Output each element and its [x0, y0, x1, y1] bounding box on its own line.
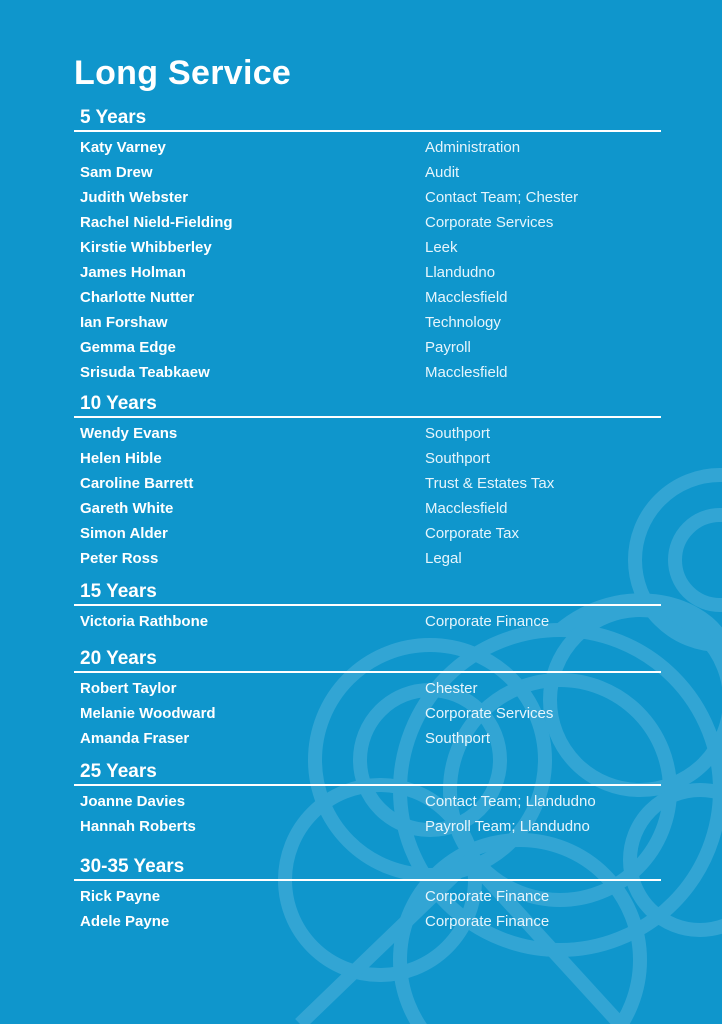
employee-name: Adele Payne — [80, 913, 170, 930]
employee-department: Macclesfield — [425, 500, 508, 517]
section-heading: 5 Years — [74, 106, 661, 132]
list-item — [74, 235, 661, 260]
employee-name: Simon Alder — [80, 525, 168, 542]
list-item — [74, 726, 661, 751]
list-item — [74, 285, 661, 310]
section-10-years — [74, 392, 661, 571]
list-item — [74, 335, 661, 360]
employee-name: Katy Varney — [80, 139, 166, 156]
section-heading: 15 Years — [74, 580, 661, 606]
section-heading: 10 Years — [74, 392, 661, 418]
employee-department: Legal — [425, 550, 462, 567]
employee-name: Srisuda Teabkaew — [80, 364, 210, 381]
employee-name: Joanne Davies — [80, 793, 186, 810]
employee-name: Charlotte Nutter — [80, 289, 195, 306]
section-heading: 20 Years — [74, 647, 661, 673]
employee-name: Victoria Rathbone — [80, 613, 209, 630]
employee-department: Audit — [425, 164, 460, 181]
list-item — [74, 210, 661, 235]
list-item — [74, 789, 661, 814]
employee-department: Technology — [425, 314, 501, 331]
employee-department: Southport — [425, 425, 491, 442]
section-30-35-years — [74, 855, 661, 934]
section-heading: 30-35 Years — [74, 855, 661, 881]
employee-department: Corporate Finance — [425, 613, 550, 630]
list-item — [74, 260, 661, 285]
employee-name: Caroline Barrett — [80, 475, 194, 492]
employee-department: Payroll Team; Llandudno — [425, 818, 590, 835]
list-item — [74, 185, 661, 210]
employee-name: Wendy Evans — [80, 425, 178, 442]
employee-name: Amanda Fraser — [80, 730, 190, 747]
employee-name: Kirstie Whibberley — [80, 239, 212, 256]
employee-department: Corporate Services — [425, 214, 554, 231]
list-item — [74, 471, 661, 496]
list-item — [74, 884, 661, 909]
list-item — [74, 421, 661, 446]
employee-name: Hannah Roberts — [80, 818, 196, 835]
employee-name: Gareth White — [80, 500, 174, 517]
employee-department: Southport — [425, 730, 491, 747]
employee-name: Judith Webster — [80, 189, 189, 206]
employee-department: Chester — [425, 680, 478, 697]
section-heading: 25 Years — [74, 760, 661, 786]
employee-department: Administration — [425, 139, 521, 156]
employee-name: Gemma Edge — [80, 339, 176, 356]
list-item — [74, 360, 661, 385]
list-item — [74, 521, 661, 546]
list-item — [74, 814, 661, 839]
employee-department: Leek — [425, 239, 458, 256]
employee-name: Robert Taylor — [80, 680, 177, 697]
employee-department: Trust & Estates Tax — [425, 475, 555, 492]
list-item — [74, 909, 661, 934]
employee-department: Llandudno — [425, 264, 496, 281]
list-item — [74, 546, 661, 571]
section-25-years — [74, 760, 661, 839]
section-5-years — [74, 106, 661, 385]
employee-department: Macclesfield — [425, 364, 508, 381]
employee-name: Sam Drew — [80, 164, 153, 181]
page-title: Long Service — [74, 54, 292, 92]
employee-department: Southport — [425, 450, 491, 467]
employee-department: Contact Team; Chester — [425, 189, 579, 206]
employee-department: Corporate Finance — [425, 888, 550, 905]
employee-department: Payroll — [425, 339, 471, 356]
list-item — [74, 310, 661, 335]
employee-name: James Holman — [80, 264, 186, 281]
employee-name: Rachel Nield-Fielding — [80, 214, 233, 231]
list-item — [74, 609, 661, 634]
employee-department: Corporate Finance — [425, 913, 550, 930]
employee-name: Melanie Woodward — [80, 705, 216, 722]
section-15-years — [74, 580, 661, 634]
employee-department: Macclesfield — [425, 289, 508, 306]
employee-name: Peter Ross — [80, 550, 159, 567]
list-item — [74, 446, 661, 471]
employee-department: Contact Team; Llandudno — [425, 793, 596, 810]
employee-name: Rick Payne — [80, 888, 161, 905]
list-item — [74, 701, 661, 726]
employee-name: Ian Forshaw — [80, 314, 168, 331]
list-item — [74, 676, 661, 701]
section-20-years — [74, 647, 661, 751]
list-item — [74, 160, 661, 185]
employee-name: Helen Hible — [80, 450, 162, 467]
list-item — [74, 496, 661, 521]
list-item — [74, 135, 661, 160]
employee-department: Corporate Services — [425, 705, 554, 722]
employee-department: Corporate Tax — [425, 525, 519, 542]
